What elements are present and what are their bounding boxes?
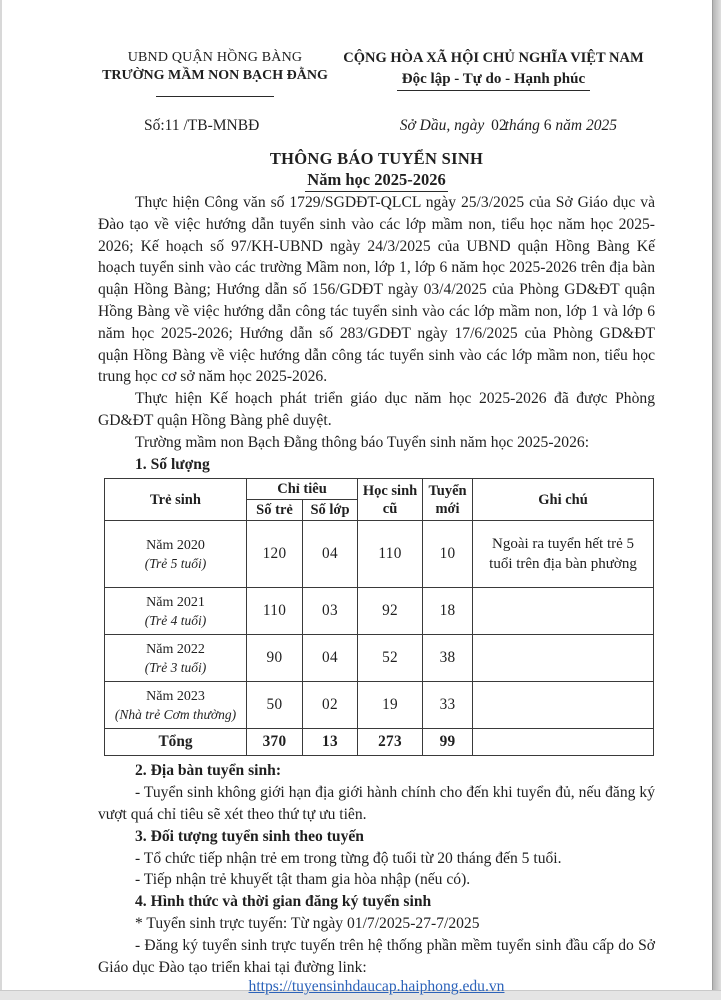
col-header-so-tre: Số trẻ xyxy=(247,500,303,521)
paragraph-announcement: Trường mầm non Bạch Đằng thông báo Tuyển sinh năm học 2025-2026: xyxy=(135,433,590,451)
cell-so-tre: 50 xyxy=(247,682,303,729)
cell-so-tre: 120 xyxy=(247,521,303,588)
table-row xyxy=(105,588,654,635)
col-header-chi-tieu: Chỉ tiêu xyxy=(247,479,358,500)
cell-ghi-chu: Ngoài ra tuyển hết trẻ 5 tuổi trên địa bàn phường xyxy=(473,521,654,588)
cell-ghi-chu xyxy=(473,588,654,635)
document-number: Số:11 /TB-MNBĐ xyxy=(144,117,260,134)
col-header-tre-sinh: Trẻ sinh xyxy=(105,479,247,521)
total-label: Tổng xyxy=(105,729,247,756)
issuer-parent-name: UBND QUẬN HỒNG BÀNG xyxy=(127,50,303,65)
issuing-authority-block xyxy=(98,50,332,102)
date-month-label: tháng xyxy=(504,117,540,134)
document-date xyxy=(400,117,617,135)
paragraph-legal-basis: Thực hiện Công văn số 1729/SGDĐT-QLCL ngày 25/3/2025 của Sở Giáo dục và Đào tạo về việc hướng dẫn tuyển sinh vào các lớp mầm non, tiểu học năm học 2025-2026; Kế hoạch số 97/KH-UBND ngày 24/3/2025 của UBND quận Hồng Bàng Kế hoạch tuyển sinh vào các trường Mầm non, lớp 1, lớp 6 năm học 2025-2026 trên địa bàn quận Hồng Bàng; Hướng dẫn số 156/GDĐT ngày 03/4/2025 của Phòng GD&ĐT quận Hồng Bàng về việc hướng dẫn công tác tuyển sinh vào các lớp mầm non, lớp 1 và lớp 6 năm học 2025-2026; Hướng dẫn số 283/GDĐT ngày 17/6/2025 của Phòng GD&ĐT quận Hồng Bàng về việc hướng dẫn công tác tuyển sinh vào các lớp mầm non, tiểu học trung học cơ sở năm học 2025-2026. xyxy=(98,194,655,386)
section-4-item-1: * Tuyển sinh trực tuyến: Từ ngày 01/7/2025-27-7/2025 xyxy=(135,914,480,932)
row-label xyxy=(105,588,247,635)
row-age: (Trẻ 3 tuổi) xyxy=(144,659,207,675)
row-year: Năm 2020 xyxy=(146,537,205,553)
document-page xyxy=(98,50,655,996)
section-1-heading: 1. Số lượng xyxy=(135,455,210,473)
table-header-row-1 xyxy=(105,479,654,500)
date-year-suffix: năm 2025 xyxy=(555,117,617,134)
date-month: 6 xyxy=(543,117,552,134)
row-age: (Trẻ 5 tuổi) xyxy=(144,555,207,571)
total-so-lop: 13 xyxy=(303,729,358,756)
paragraph-plan-approval: Thực hiện Kế hoạch phát triển giáo dục năm học 2025-2026 đã được Phòng GD&ĐT quận Hồng Bàng phê duyệt. xyxy=(98,390,655,429)
section-3-heading: 3. Đối tượng tuyển sinh theo tuyến xyxy=(135,827,364,845)
cell-tuyen-moi: 33 xyxy=(423,682,473,729)
row-age: (Trẻ 4 tuổi) xyxy=(144,612,207,628)
national-motto-line xyxy=(332,70,655,91)
cell-so-lop: 02 xyxy=(303,682,358,729)
cell-tuyen-moi: 18 xyxy=(423,588,473,635)
section-2-heading: 2. Địa bàn tuyển sinh: xyxy=(135,762,282,780)
cell-tuyen-moi: 38 xyxy=(423,635,473,682)
row-label xyxy=(105,682,247,729)
total-hoc-sinh-cu: 273 xyxy=(358,729,423,756)
cell-so-lop: 04 xyxy=(303,635,358,682)
col-header-so-lop: Số lớp xyxy=(303,500,358,521)
cell-hoc-sinh-cu: 52 xyxy=(358,635,423,682)
cell-hoc-sinh-cu: 110 xyxy=(358,521,423,588)
table-row xyxy=(105,521,654,588)
table-row xyxy=(105,682,654,729)
section-4-heading: 4. Hình thức và thời gian đăng ký tuyển sinh xyxy=(135,893,432,911)
national-motto: Độc lập - Tự do - Hạnh phúc xyxy=(397,71,590,91)
row-year: Năm 2021 xyxy=(146,594,205,610)
republic-title: CỘNG HÒA XÃ HỘI CHỦ NGHĨA VIỆT NAM xyxy=(343,50,644,66)
link-line xyxy=(98,978,655,996)
cell-so-lop: 03 xyxy=(303,588,358,635)
cell-ghi-chu xyxy=(473,635,654,682)
col-header-hoc-sinh-cu: Học sinh cũ xyxy=(358,479,423,521)
row-year: Năm 2023 xyxy=(146,688,205,704)
header-underline-left xyxy=(156,93,274,97)
table-total-row xyxy=(105,729,654,756)
row-label xyxy=(105,635,247,682)
enrollment-table xyxy=(104,478,654,756)
cell-so-tre: 110 xyxy=(247,588,303,635)
total-ghi-chu xyxy=(473,729,654,756)
admission-portal-link[interactable]: https://tuyensinhdaucap.haiphong.edu.vn xyxy=(248,978,505,996)
row-year: Năm 2022 xyxy=(146,641,205,657)
cell-tuyen-moi: 10 xyxy=(423,521,473,588)
document-title: THÔNG BÁO TUYỂN SINH xyxy=(269,149,484,168)
national-header-block xyxy=(332,50,655,102)
school-name: TRƯỜNG MẦM NON BẠCH ĐẰNG xyxy=(102,68,328,83)
date-day: 02 xyxy=(491,117,507,134)
cell-so-lop: 04 xyxy=(303,521,358,588)
row-age: (Nhà trẻ Cơm thường) xyxy=(114,706,237,722)
section-2-item-1: - Tuyển sinh không giới hạn địa giới hành chính cho đến khi tuyển đủ, nếu đăng ký vượt quá chỉ tiêu sẽ xét theo thứ tự ưu tiên. xyxy=(98,784,655,823)
title-block xyxy=(98,149,655,192)
cell-hoc-sinh-cu: 19 xyxy=(358,682,423,729)
table-row xyxy=(105,635,654,682)
number-date-row xyxy=(98,117,655,135)
section-3-item-1: - Tổ chức tiếp nhận trẻ em trong từng độ tuổi từ 20 tháng đến 5 tuổi. xyxy=(135,849,562,867)
col-header-ghi-chu: Ghi chú xyxy=(473,479,654,521)
date-place-prefix: Sở Dầu, ngày xyxy=(399,117,485,134)
total-tuyen-moi: 99 xyxy=(423,729,473,756)
document-subtitle-line xyxy=(98,170,655,192)
cell-hoc-sinh-cu: 92 xyxy=(358,588,423,635)
document-header xyxy=(98,50,655,102)
cell-ghi-chu xyxy=(473,682,654,729)
photo-edge-right xyxy=(712,0,721,1000)
total-so-tre: 370 xyxy=(247,729,303,756)
section-3-item-2: - Tiếp nhận trẻ khuyết tật tham gia hòa nhập (nếu có). xyxy=(135,871,471,889)
cell-so-tre: 90 xyxy=(247,635,303,682)
photo-edge-left xyxy=(0,0,2,1000)
school-year-subtitle: Năm học 2025-2026 xyxy=(305,170,447,192)
col-header-tuyen-moi: Tuyển mới xyxy=(423,479,473,521)
section-4-item-2: - Đăng ký tuyển sinh trực tuyến trên hệ thống phần mềm tuyển sinh đầu cấp do Sở Giáo dục Đào tạo triển khai tại đường link: xyxy=(98,936,655,976)
row-label xyxy=(105,521,247,588)
